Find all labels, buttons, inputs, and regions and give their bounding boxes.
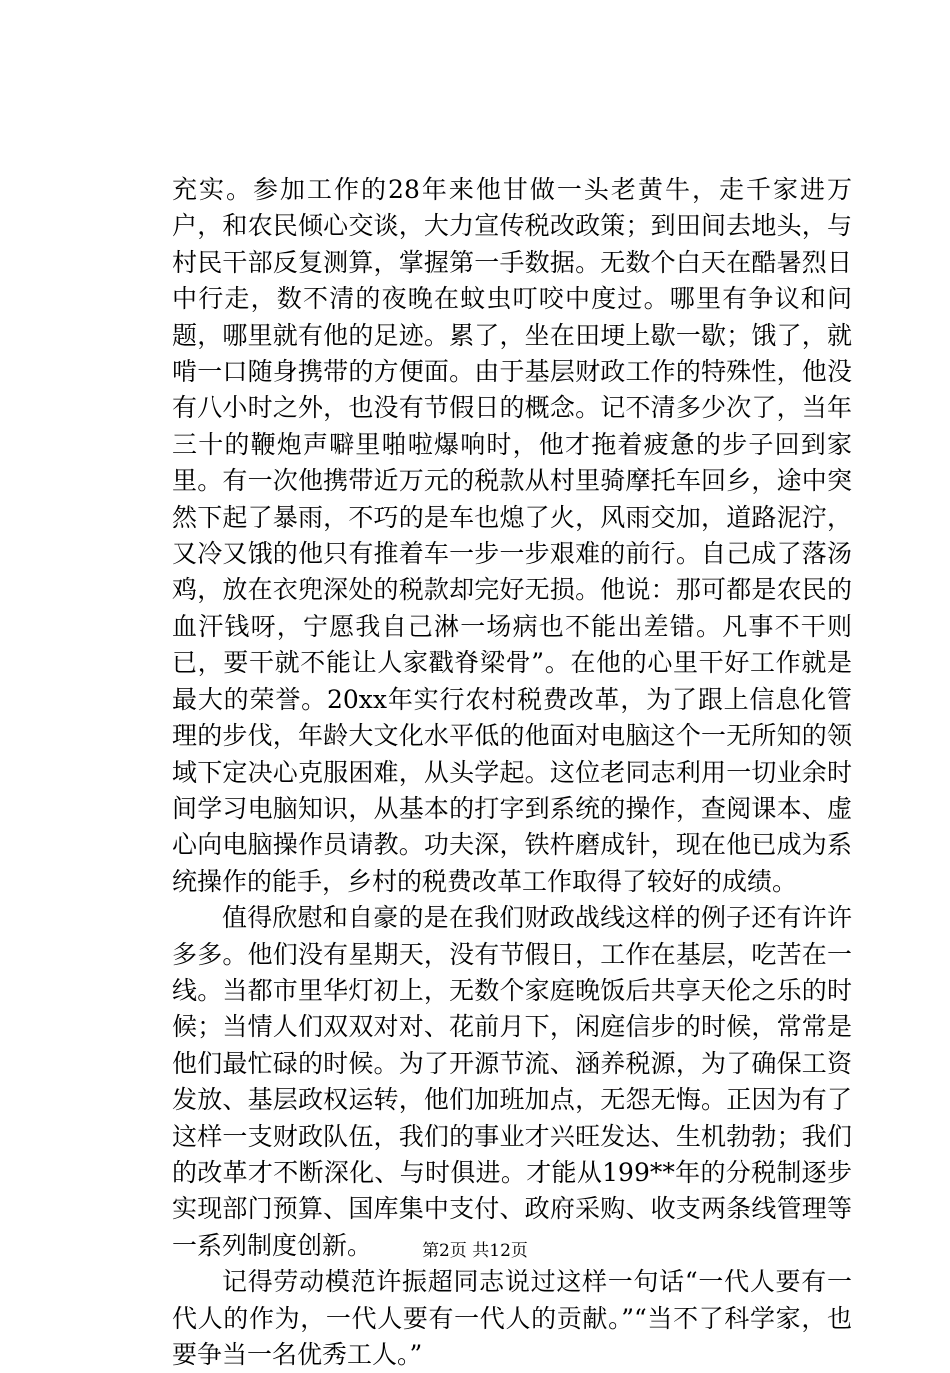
page-number-footer: 第2页 共12页: [422, 1241, 528, 1261]
paragraph-1: 充实。参加工作的28年来他甘做一头老黄牛，走千家进万户，和农民倾心交谈，大力宣传税改政策；到田间去地头，与村民干部反复测算，掌握第一手数据。无数个白天在酷暑烈日中行走，数不清的夜晚在蚊虫叮咬中度过。哪里有争议和问题，哪里就有他的足迹。累了，坐在田埂上歇一歇；饿了，就啃一口随身携带的方便面。由于基层财政工作的特殊性，他没有八小时之外，也没有节假日的概念。记不清多少次了，当年三十的鞭炮声噼里啪啦爆响时，他才拖着疲惫的步子回到家里。有一次他携带近万元的税款从村里骑摩托车回乡，途中突然下起了暴雨，不巧的是车也熄了火，风雨交加，道路泥泞，又冷又饿的他只有推着车一步一步艰难的前行。自己成了落汤鸡，放在衣兜深处的税款却完好无损。他说：那可都是农民的血汗钱呀，宁愿我自己淋一场病也不能出差错。凡事不干则已，要干就不能让人家戳脊梁骨”。在他的心里干好工作就是最大的荣誉。20xx年实行农村税费改革，为了跟上信息化管理的步伐，年龄大文化水平低的他面对电脑这个一无所知的领域下定决心克服困难，从头学起。这位老同志利用一切业余时间学习电脑知识，从基本的打字到系统的操作，查阅课本、虚心向电脑操作员请教。功夫深，铁杵磨成针，现在他已成为系统操作的能手，乡村的税费改革工作取得了较好的成绩。: [172, 175, 852, 896]
paragraph-2: 值得欣慰和自豪的是在我们财政战线这样的例子还有许许多多。他们没有星期天，没有节假日，工作在基层，吃苦在一线。当都市里华灯初上，无数个家庭晚饭后共享天伦之乐的时候；当情人们双双对对、花前月下，闲庭信步的时候，常常是他们最忙碌的时候。为了开源节流、涵养税源，为了确保工资发放、基层政权运转，他们加班加点，无怨无悔。正因为有了这样一支财政队伍，我们的事业才兴旺发达、生机勃勃；我们的改革才不断深化、与时俱进。才能从199**年的分税制逐步实现部门预算、国库集中支付、政府采购、收支两条线管理等一系列制度创新。: [172, 903, 852, 1260]
document-body: [172, 172, 852, 1373]
paragraph-3: 记得劳动模范许振超同志说过这样一句话“一代人要有一代人的作为，一代人要有一代人的贡献。”“当不了科学家，也要争当一名优秀工人。”: [172, 1267, 852, 1369]
